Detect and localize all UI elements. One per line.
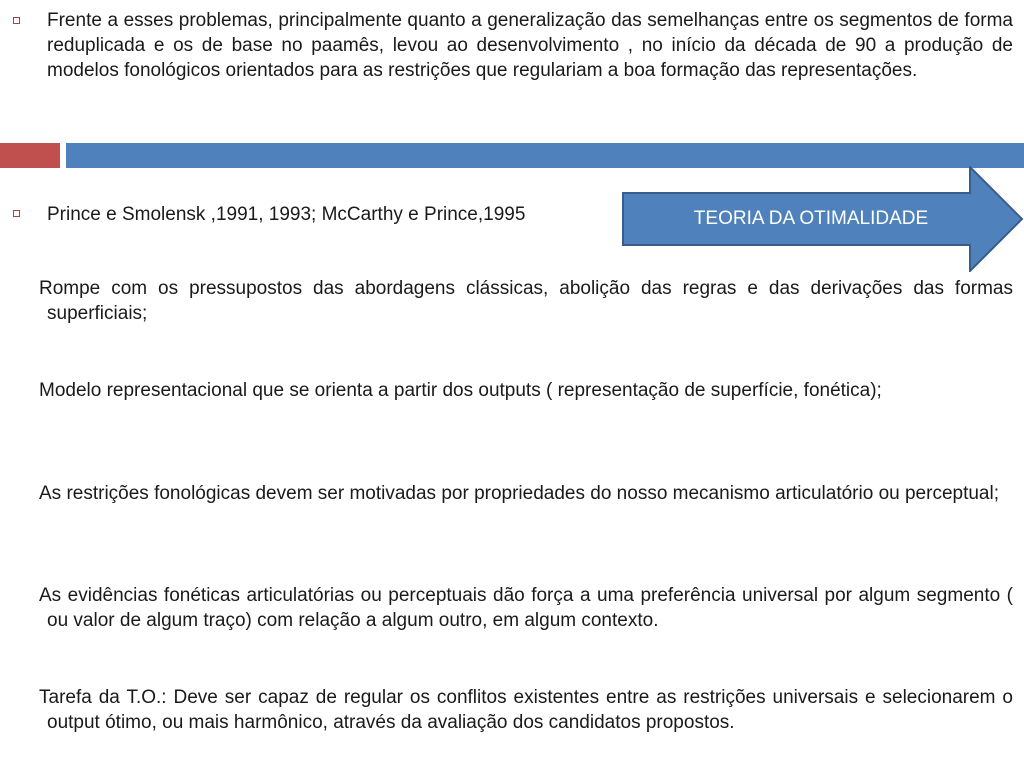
- paragraph-1: Rompe com os pressupostos das abordagens clássicas, abolição das regras e das derivações das formas superficiais;: [39, 278, 1013, 324]
- bullet-marker-2: [13, 210, 20, 217]
- paragraph-5: Tarefa da T.O.: Deve ser capaz de regular os conflitos existentes entre as restrições universais e selecionarem o output ótimo, ou mais harmônico, através da avaliação dos candidatos propostos.: [39, 687, 1013, 733]
- bullet-marker-1: [13, 17, 20, 24]
- bullet-text-2: Prince e Smolensk ,1991, 1993; McCarthy e Prince,1995: [47, 204, 526, 225]
- arrow-shape: [622, 166, 1024, 272]
- paragraph-3: As restrições fonológicas devem ser motivadas por propriedades do nosso mecanismo articulatório ou perceptual;: [39, 483, 999, 504]
- paragraph-2: Modelo representacional que se orienta a partir dos outputs ( representação de superfície, fonética);: [39, 380, 882, 401]
- paragraph-4: As evidências fonéticas articulatórias ou perceptuais dão força a uma preferência universal por algum segmento ( ou valor de algum traço) com relação a algum outro, em algum contexto.: [39, 585, 1013, 631]
- divider-red-segment: [0, 143, 60, 168]
- bullet-text-1: Frente a esses problemas, principalmente quanto a generalização das semelhanças entre os segmentos de forma reduplicada e os de base no paamês, levou ao desenvolvimento , no início da década de 90 a produção de modelos fonológicos orientados para as restrições que regulariam a boa formação das representações.: [47, 10, 1013, 81]
- arrow-label: TEORIA DA OTIMALIDADE: [693, 208, 929, 229]
- divider-blue-segment: [66, 143, 1024, 168]
